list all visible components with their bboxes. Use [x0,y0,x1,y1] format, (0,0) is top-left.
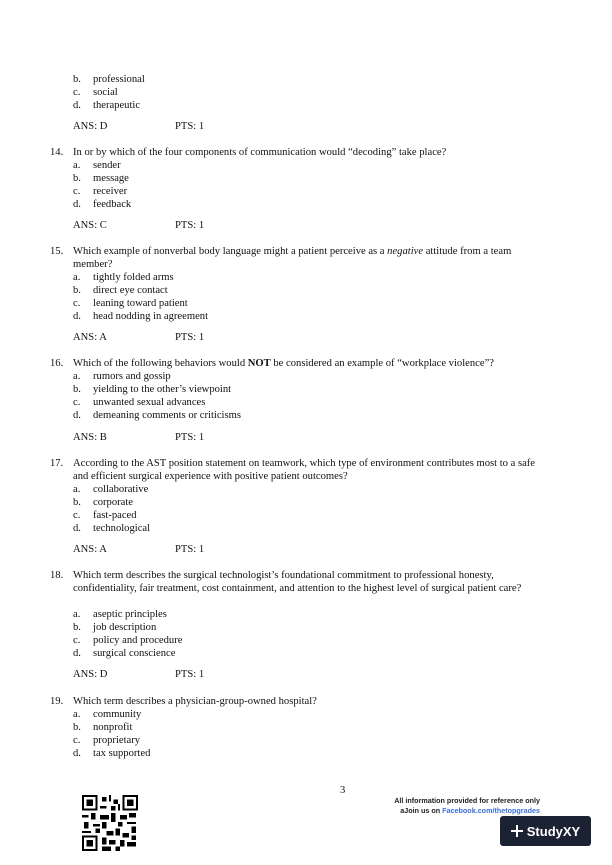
question-number: 15. [50,246,64,257]
choice-letter: c. [73,635,81,646]
choice-letter: b. [73,173,81,184]
choice-text: head nodding in agreement [93,311,209,322]
page-number: 3 [340,785,346,796]
choice-text: nonprofit [93,722,133,733]
choice-text: social [93,87,118,98]
choice-text: community [93,709,142,720]
qr-code-icon[interactable] [82,795,138,851]
choice-letter: c. [73,735,81,746]
answer-key: ANS: C [73,220,107,231]
choice-letter: c. [73,87,81,98]
question-text: In or by which of the four components of communication would “decoding” take place? [73,147,447,158]
choice-letter: d. [73,311,81,322]
choice-letter: b. [73,497,81,508]
choice-text: unwanted sexual advances [93,397,206,408]
answer-key: ANS: D [73,669,108,680]
question-text: Which term describes a physician-group-owned hospital? [73,696,317,707]
choice-text: demeaning comments or criticisms [93,410,241,421]
choice-letter: d. [73,648,81,659]
question-number: 17. [50,458,64,469]
choice-letter: d. [73,100,81,111]
choice-letter: c. [73,298,81,309]
choice-letter: b. [73,722,81,733]
choice-letter: b. [73,285,81,296]
choice-letter: a. [73,371,81,382]
facebook-link[interactable]: Facebook.com/thetopgrades [442,806,540,815]
question-text: Which example of nonverbal body language might a patient perceive as a negative attitude from a team member? [73,246,512,270]
choice-letter: a. [73,609,81,620]
choice-letter: c. [73,397,81,408]
choice-text: fast-paced [93,510,137,521]
choice-text: proprietary [93,735,141,746]
choice-text: aseptic principles [93,609,167,620]
answer-key: ANS: A [73,544,107,555]
choice-text: policy and procedure [93,635,183,646]
choice-text: therapeutic [93,100,141,111]
choice-text: yielding to the other’s viewpoint [93,384,232,395]
choice-text: job description [93,622,157,633]
choice-text: feedback [93,199,132,210]
choice-letter: d. [73,199,81,210]
choice-letter: c. [73,510,81,521]
question-number: 16. [50,358,64,369]
emphasis-text: negative [387,246,424,257]
points: PTS: 1 [175,669,205,680]
choice-text: surgical conscience [93,648,176,659]
question-text: Which of the following behaviors would NOT be considered an example of “workplace violence”? [73,358,494,369]
points: PTS: 1 [175,332,205,343]
answer-key: ANS: B [73,432,107,443]
choice-text: technological [93,523,151,534]
choice-letter: d. [73,523,81,534]
choice-letter: d. [73,748,81,759]
choice-text: collaborative [93,484,149,495]
answer-key: ANS: D [73,121,108,132]
choice-letter: a. [73,272,81,283]
choice-text: message [93,173,129,184]
choice-letter: a. [73,709,81,720]
plus-icon [511,825,523,837]
choice-letter: b. [73,74,81,85]
brand-name: StudyXY [526,823,581,839]
question-text: Which term describes the surgical technologist’s foundational commitment to professional honesty, confidentiality, fair treatment, cost containment, and attention to the highest level of surgical patient care? [73,570,522,594]
choice-text: receiver [93,186,128,197]
question-text: According to the AST position statement on teamwork, which type of environment contributes most to a safe and efficient surgical experience with positive patient outcomes? [73,458,536,482]
choice-text: rumors and gossip [93,371,171,382]
choice-text: professional [93,74,145,85]
choice-text: sender [93,160,121,171]
choice-text: direct eye contact [93,285,168,296]
choice-letter: b. [73,622,81,633]
choice-text: corporate [93,497,133,508]
points: PTS: 1 [175,544,205,555]
points: PTS: 1 [175,220,205,231]
points: PTS: 1 [175,121,205,132]
question-number: 14. [50,147,64,158]
choice-letter: b. [73,384,81,395]
choice-letter: a. [73,160,81,171]
question-number: 18. [50,570,64,581]
choice-text: leaning toward patient [93,298,188,309]
choice-letter: c. [73,186,81,197]
choice-letter: a. [73,484,81,495]
footer-note: All information provided for reference only [394,796,540,805]
choice-text: tax supported [93,748,151,759]
emphasis-text: NOT [247,358,271,369]
answer-key: ANS: A [73,332,107,343]
points: PTS: 1 [175,432,205,443]
choice-text: tightly folded arms [93,272,174,283]
studyxy-logo[interactable] [500,816,591,846]
footer-join: aJoin us on Facebook.com/thetopgrades [400,806,540,815]
choice-letter: d. [73,410,81,421]
question-number: 19. [50,696,64,707]
